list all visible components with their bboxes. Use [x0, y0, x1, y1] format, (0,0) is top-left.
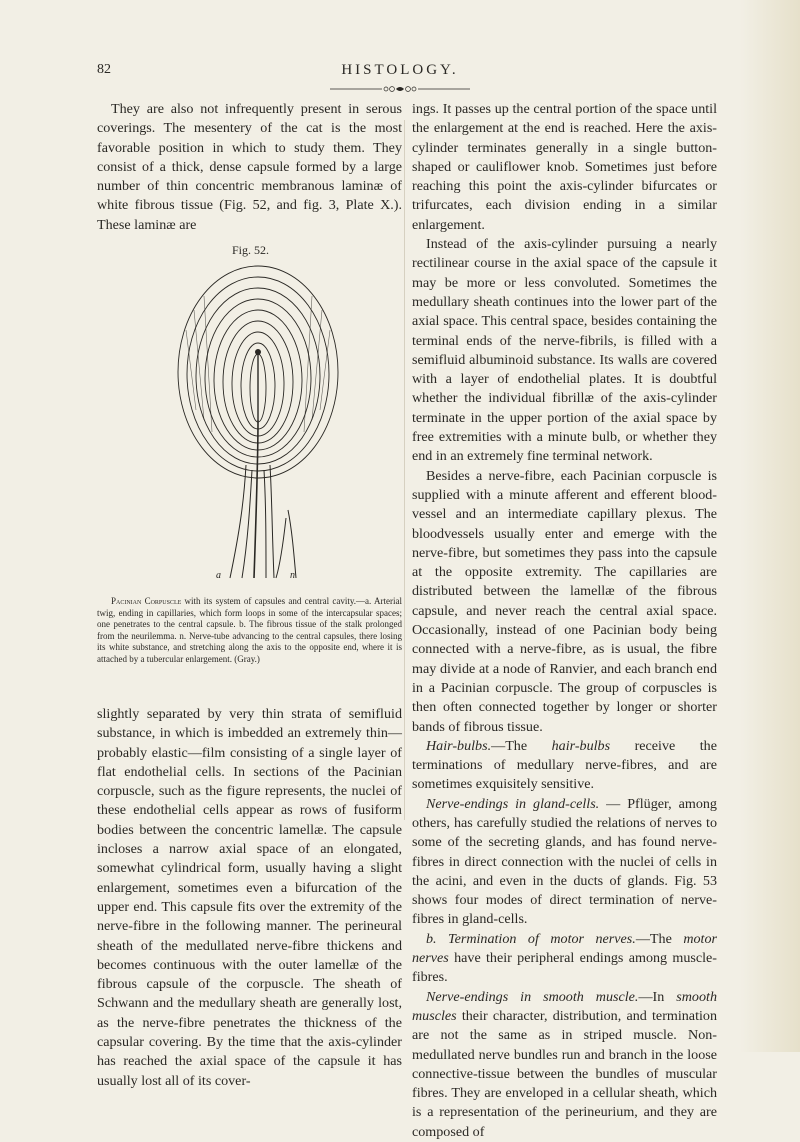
paragraph-motor-nerves — [412, 930, 717, 988]
paragraph: Instead of the axis-cylinder pursuing a nearly rectilinear course in the axial space of the capsule it may be more or less convoluted. Sometimes the medullary sheath continues into the lower part of the axial space. This central space, besides containing the terminal ends of the nerve-fibrils, is filled with a semifluid albuminoid substance. Its walls are covered with a layer of endothelial plates. It is doubtful whether the individual fibrillæ of the axis-cylinder terminate in the upper portion of the axial space by free extremities with a minute bulb, or whether they end in an extremely fine terminal network. — [412, 236, 717, 465]
page-header — [0, 62, 800, 86]
running-head: HISTOLOGY. — [341, 62, 459, 78]
header-ornament — [330, 85, 470, 93]
section-heading: Hair-bulbs. — [426, 737, 492, 754]
paragraph: slightly separated by very thin strata of semifluid substance, in which is imbedded an extremely thin—probably elastic—film consisting of a single layer of flat endothelial cells. In sections of the Pacinian corpuscle, such as the figure represents, the nuclei of these endothelial cells appear as rows of fusiform bodies between the concentric lamellæ. The capsule incloses a narrow axial space of an elongated, somewhat cylindrical form, usually having a slight enlargement, sometimes even a bifurcation of the upper end. This capsule fits over the extremity of the nerve-fibre in the following manner. The perineural sheath of the medullated nerve-fibre thickens and becomes continuous with the outer lamellæ of the fibrous capsule of the corpuscle. The sheath of Schwann and the medullary sheath are generally lost, as the nerve-fibre penetrates the thickness of the capsular covering. By the time that the axis-cylinder has reached the axial space of the capsule it has usually lost all of its cover- — [97, 706, 402, 1089]
section-heading: Nerve-endings in gland-cells. — [426, 795, 600, 812]
text: receive the terminations of medullary nerve-fibres, and are sometimes exquisitely sensitive. — [412, 737, 717, 793]
section-heading: Nerve-endings in smooth muscle. — [426, 988, 639, 1005]
pacinian-corpuscle-figure — [168, 260, 348, 590]
caption-lead: Pacinian Corpuscle — [111, 596, 182, 606]
text: have their peripheral endings among muscle-fibres. — [412, 950, 717, 986]
italic-term: hair-bulbs — [551, 737, 611, 754]
text: — Pflüger, among others, has carefully studied the relations of nerves to some of the secreting glands, and has found nerve-fibres in direct connection with the nuclei of cells in the acini, and even in the ducts of glands. Fig. 53 shows four modes of direct termination of nerve-fibres in gland-cells. — [412, 795, 717, 928]
page-number: 82 — [97, 62, 111, 77]
column-gutter — [404, 120, 405, 820]
text: their character, distribution, and termination are not the same as in striped muscle. Non-medullated nerve bundles run and branch in the loose connective-tissue between the bundles of muscular fibres. They are enveloped in a cellular sheath, which is a representation of the perineurium, and they are composed of — [412, 1007, 717, 1140]
text: —The — [635, 930, 684, 947]
section-heading: b. Termination of motor nerves. — [426, 930, 636, 947]
paragraph-gland-cells — [412, 795, 717, 930]
paragraph: ings. It passes up the central portion of the space until the enlargement at the end is reached. Here the axis-cylinder terminates generally in a single button-shaped or cauliflower knob. Sometimes just before reaching this point the axis-cylinder bifurcates or trifurcates, each division ending in a similar enlargement. — [412, 101, 717, 233]
figure-label: Fig. 52. — [232, 243, 270, 257]
left-column-bottom — [97, 705, 402, 1091]
figure-caption — [97, 596, 402, 665]
italic-term: smooth muscles — [412, 988, 717, 1024]
figure-letter-a: a — [216, 570, 221, 581]
italic-term: motor nerves — [412, 930, 717, 967]
right-column — [412, 100, 717, 1142]
caption-text: with its system of capsules and central cavity.—a. Arterial twig, ending in capillaries, which form loops in some of the intercapsular spaces; one penetrates to the central capsule. b. The fibrous tissue of the stalk prolonged from the neurilemma. n. Nerve-tube advancing to the central capsules, there losing its white substance, and stretching along the axis to the opposite end, where it is attached by a tubercular enlargement. (Gray.) — [97, 596, 402, 664]
paragraph-smooth-muscle — [412, 988, 717, 1142]
text: —The — [491, 737, 552, 754]
paragraph-hair-bulbs — [412, 737, 717, 795]
text: —In — [638, 988, 677, 1005]
figure-letter-n: n — [290, 570, 295, 581]
page-edge-shadow — [740, 0, 800, 1052]
left-column-top — [97, 100, 402, 235]
paragraph: Besides a nerve-fibre, each Pacinian corpuscle is supplied with a minute afferent and efferent blood-vessel and an intermediate capillary plexus. The bloodvessels usually enter and emerge with the nerve-fibre, but sometimes they pass into the capsule at the opposite extremity. The capillaries are distributed between the lamellæ of the fibrous capsule, and never reach the central axial space. Occasionally, instead of one Pacinian body being connected with a nerve-fibre, as is usual, the fibre may divide at a node of Ranvier, and each branch end in a Pacinian corpuscle. The group of corpuscles is then often connected together by longer or shorter bands of fibrous tissue. — [412, 467, 717, 735]
paragraph: They are also not infrequently present in serous coverings. The mesentery of the cat is the most favorable position in which to study them. They consist of a thick, dense capsule formed by a large number of thin concentric membranous laminæ of white fibrous tissue (Fig. 52, and fig. 3, Plate X.). These laminæ are — [97, 101, 402, 233]
